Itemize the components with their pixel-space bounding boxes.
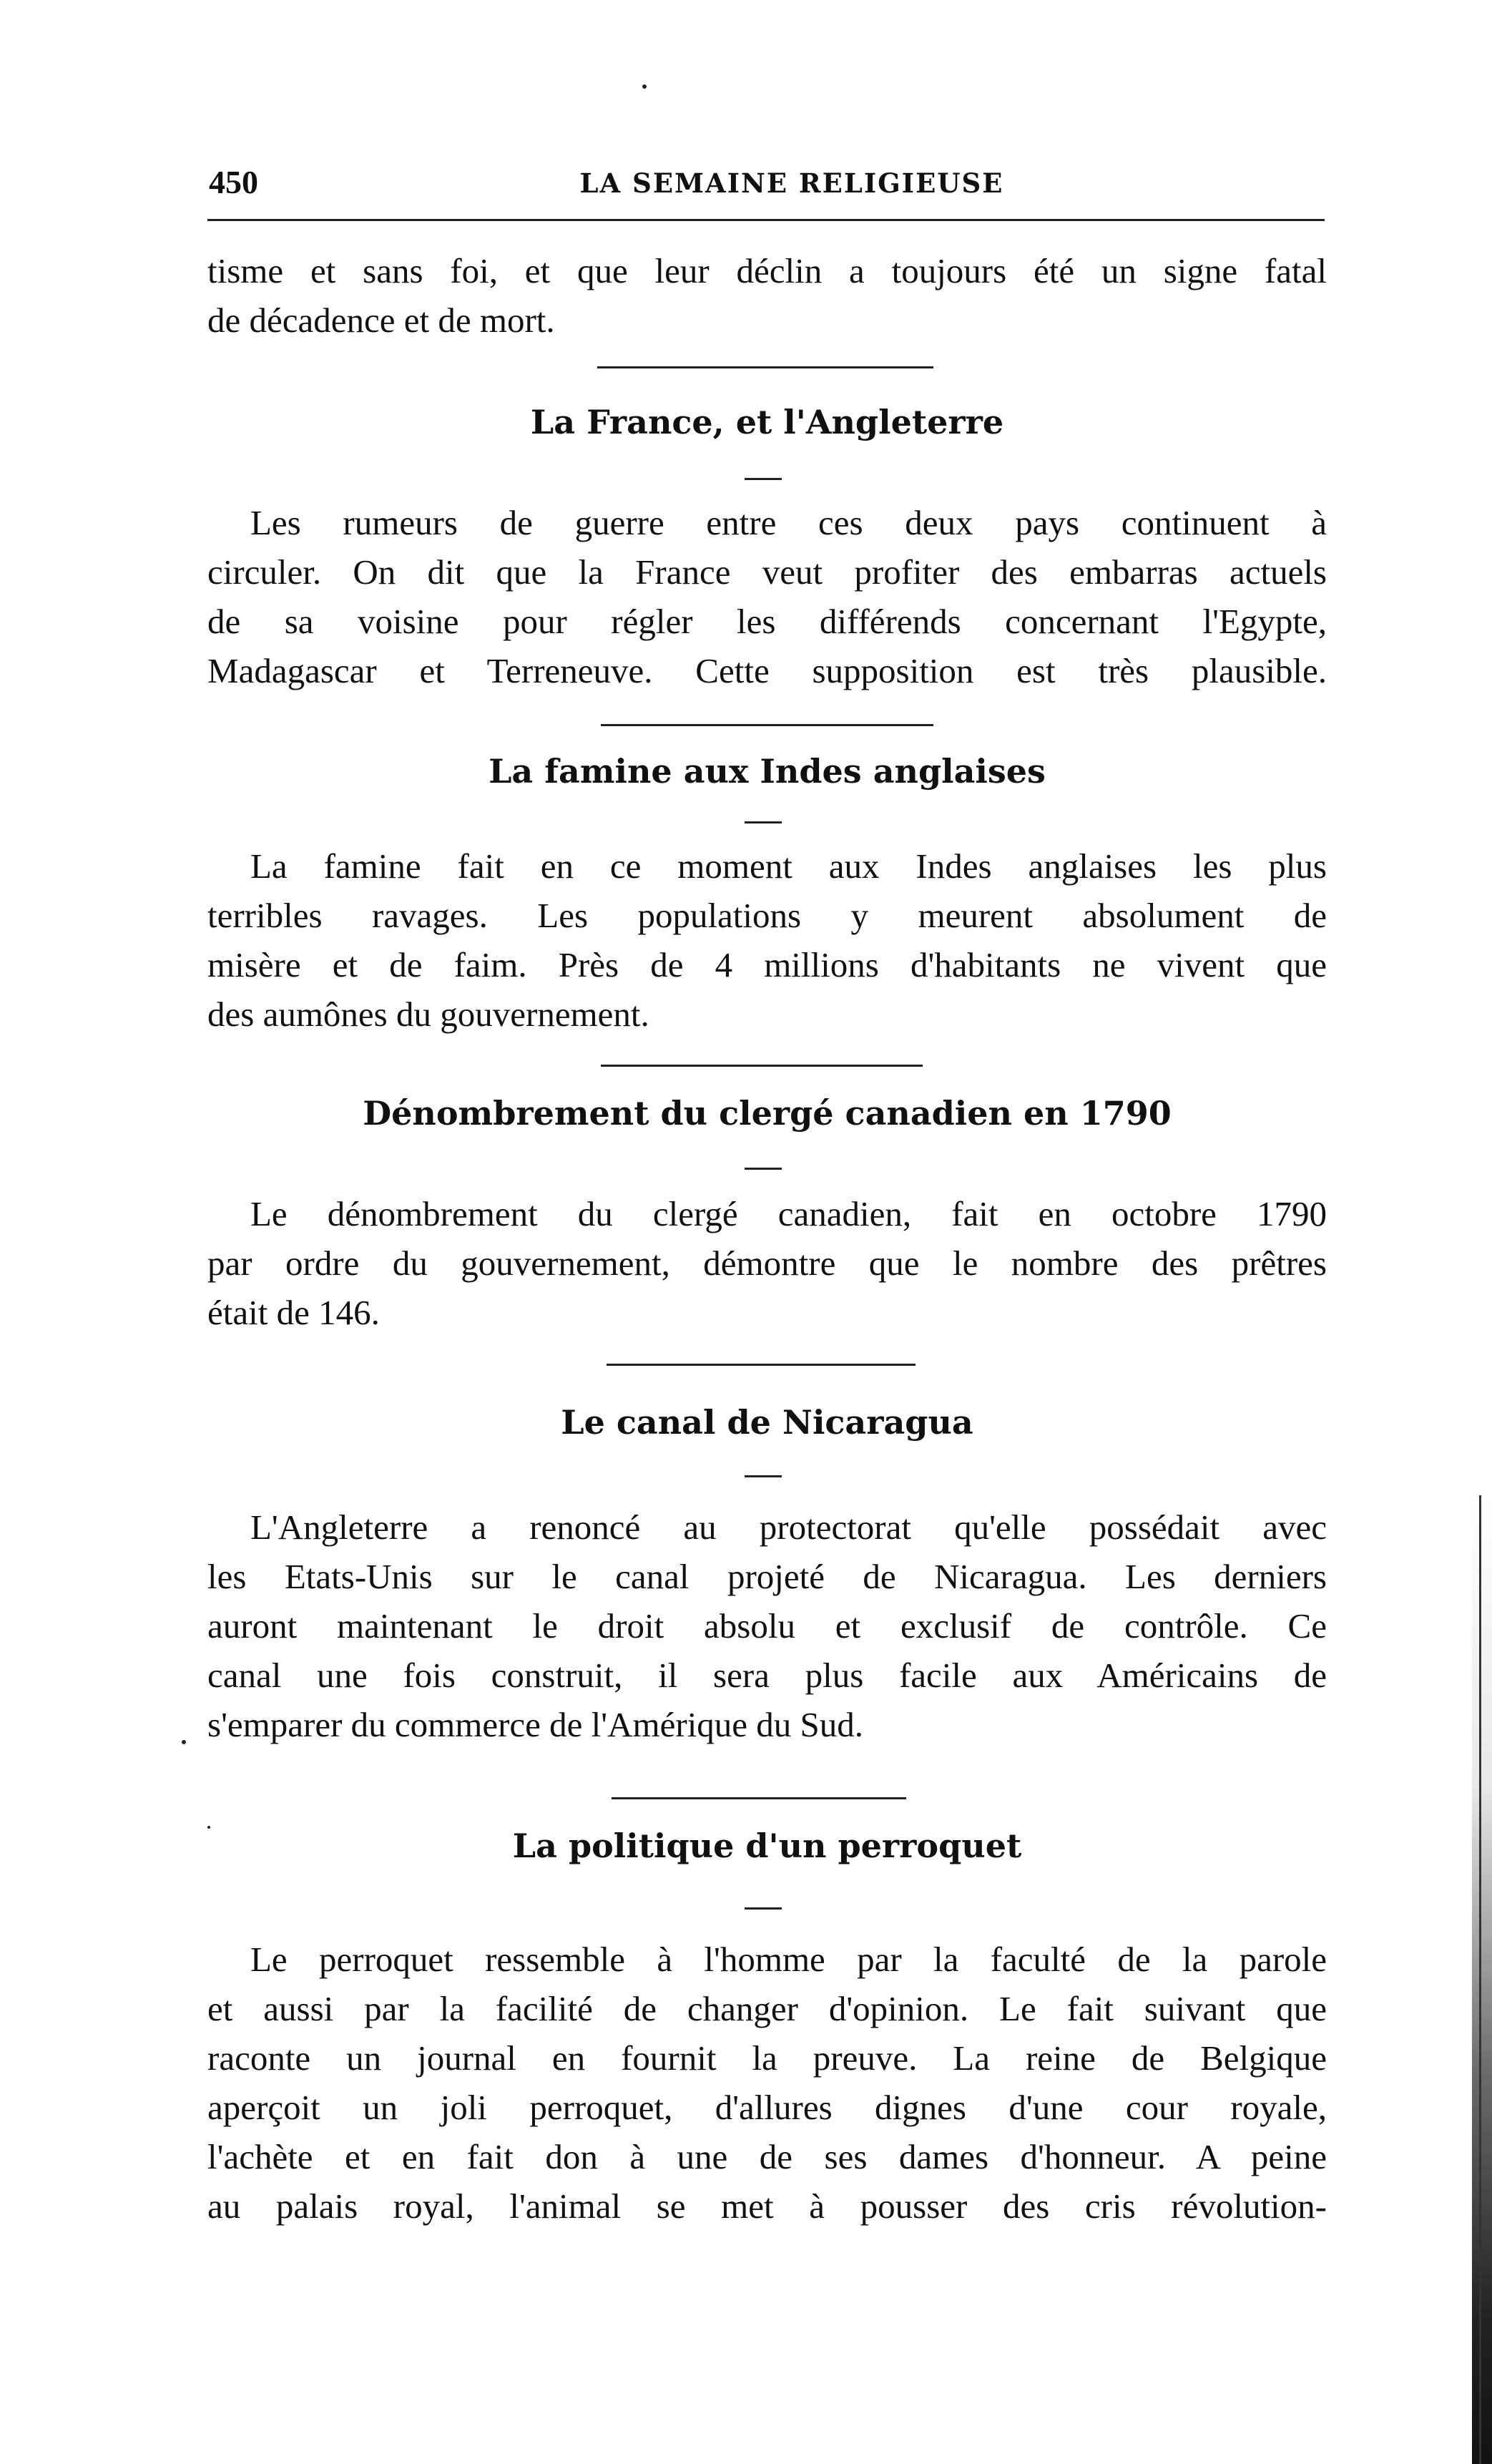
section-body xyxy=(207,1502,1327,1749)
text-line: La famine fait en ce moment aux Indes anglaises les plus xyxy=(250,846,1327,886)
text-line: Le dénombrement du clergé canadien, fait en octobre 1790 xyxy=(250,1194,1327,1233)
section-title: La politique d'un perroquet xyxy=(512,1827,1022,1865)
title-dash xyxy=(745,1168,782,1170)
text-line: des aumônes du gouvernement. xyxy=(207,994,649,1034)
text-line: circuler. On dit que la France veut profiter des embarras actuels xyxy=(207,552,1327,592)
scan-edge-line xyxy=(1479,1495,1481,2464)
section-title: Dénombrement du clergé canadien en 1790 xyxy=(363,1094,1172,1133)
text-line: canal une fois construit, il sera plus facile aux Américains de xyxy=(207,1656,1327,1695)
section-separator xyxy=(597,366,933,368)
text-line: raconte un journal en fournit la preuve. La reine de Belgique xyxy=(207,2038,1327,2078)
section-separator xyxy=(607,1364,916,1366)
header-rule xyxy=(207,219,1325,221)
text-line: par ordre du gouvernement, démontre que le nombre des prêtres xyxy=(207,1243,1327,1283)
section-separator xyxy=(601,724,933,726)
text-line: était de 146. xyxy=(207,1293,380,1332)
text-line: aperçoit un joli perroquet, d'allures dignes d'une cour royale, xyxy=(207,2088,1327,2127)
page-number: 450 xyxy=(209,164,258,200)
section-separator xyxy=(601,1065,923,1067)
title-dash xyxy=(745,1475,782,1477)
running-head xyxy=(209,163,1325,206)
title-dash xyxy=(745,478,782,480)
text-line: misère et de faim. Près de 4 millions d'habitants ne vivent que xyxy=(207,945,1327,984)
text-line: tisme et sans foi, et que leur déclin a toujours été un signe fatal xyxy=(207,251,1327,290)
continuation-paragraph xyxy=(207,246,1327,345)
text-line: au palais royal, l'animal se met à pousser des cris révolution- xyxy=(207,2186,1327,2226)
scan-edge-shadow xyxy=(1472,1495,1492,2464)
journal-title: LA SEMAINE RELIGIEUSE xyxy=(579,167,1004,199)
text-line: Les rumeurs de guerre entre ces deux pays continuent à xyxy=(250,503,1327,542)
title-dash xyxy=(745,1907,782,1910)
text-line: de décadence et de mort. xyxy=(207,300,555,340)
text-line: s'emparer du commerce de l'Amérique du Sud. xyxy=(207,1705,864,1744)
scan-speck xyxy=(642,84,647,89)
title-dash xyxy=(745,821,782,823)
text-line: l'achète et en fait don à une de ses dames d'honneur. A peine xyxy=(207,2137,1327,2176)
section-body xyxy=(207,1935,1327,2231)
text-line: auront maintenant le droit absolu et exclusif de contrôle. Ce xyxy=(207,1606,1327,1646)
text-line: de sa voisine pour régler les différends concernant l'Egypte, xyxy=(207,602,1327,641)
section-body xyxy=(207,1189,1327,1337)
scan-speck xyxy=(207,1826,210,1829)
section-separator xyxy=(612,1797,906,1799)
section-body xyxy=(207,841,1327,1039)
scan-speck xyxy=(182,1740,186,1744)
section-title: La famine aux Indes anglaises xyxy=(489,752,1046,791)
text-line: terribles ravages. Les populations y meurent absolument de xyxy=(207,896,1327,935)
text-line: et aussi par la facilité de changer d'opinion. Le fait suivant que xyxy=(207,1989,1327,2028)
section-body xyxy=(207,498,1327,695)
section-title: Le canal de Nicaragua xyxy=(561,1403,973,1442)
text-line: Le perroquet ressemble à l'homme par la faculté de la parole xyxy=(250,1940,1327,1979)
section-title: La France, et l'Angleterre xyxy=(530,403,1004,441)
text-line: les Etats-Unis sur le canal projeté de Nicaragua. Les derniers xyxy=(207,1557,1327,1596)
text-line: L'Angleterre a renoncé au protectorat qu'elle possédait avec xyxy=(250,1507,1327,1547)
text-line: Madagascar et Terreneuve. Cette supposition est très plausible. xyxy=(207,651,1327,690)
